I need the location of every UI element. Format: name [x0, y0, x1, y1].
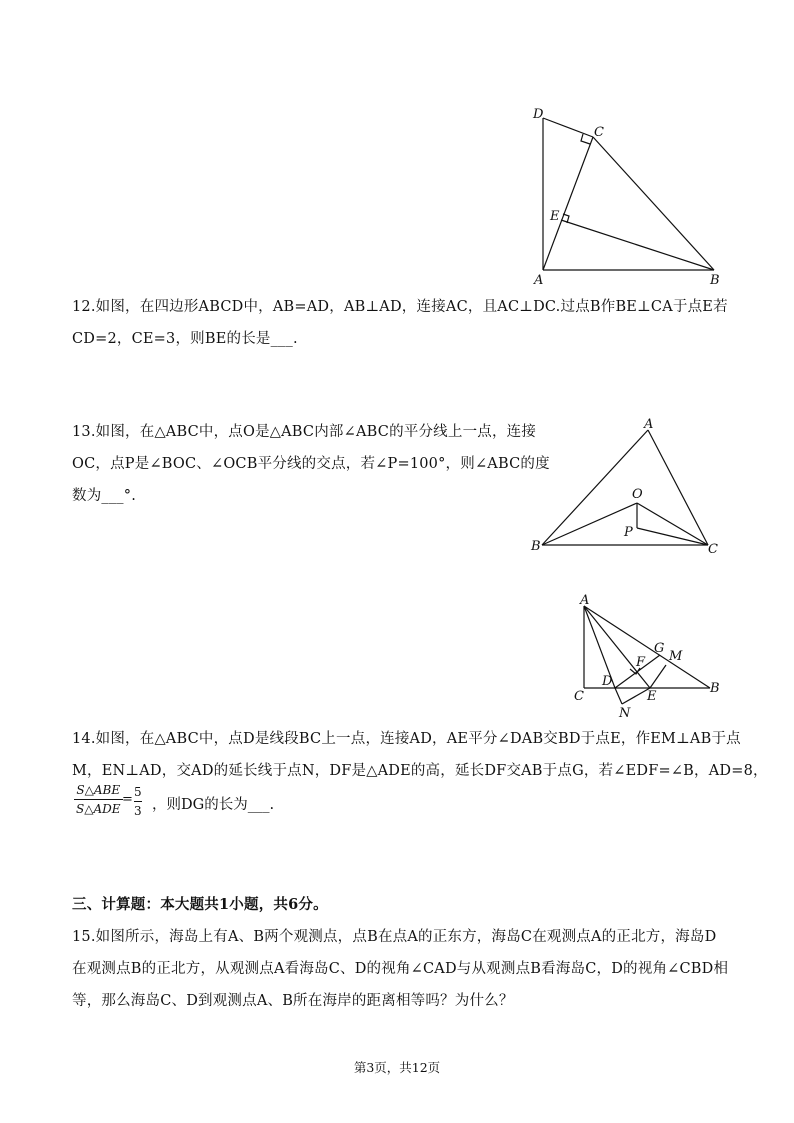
q14-label-B: B — [710, 681, 720, 696]
q14-text-line1: 14.如图，在△ABC中，点D是线段BC上一点，连接AD，AE平分∠DAB交BD于点E，作EM⊥AB于点 — [72, 731, 741, 747]
segment-PC — [637, 528, 708, 545]
q12-label-C: C — [594, 125, 604, 140]
q14-ratio-num: 5 — [134, 785, 142, 799]
q12-text-line2: CD=2，CE=3，则BE的长是___. — [72, 331, 298, 347]
q14-label-D: D — [602, 674, 613, 689]
segment-AE — [584, 606, 650, 688]
q13-text-line1: 13.如图，在△ABC中，点O是△ABC内部∠ABC的平分线上一点，连接 — [72, 424, 537, 440]
segment-EN — [622, 688, 650, 704]
q13-label-A: A — [644, 417, 654, 432]
segment-EM — [650, 665, 666, 688]
segment-DC — [543, 118, 593, 137]
q12-label-E: E — [550, 209, 560, 224]
q15-text-line2: 在观测点B的正北方，从观测点A看海岛C、D的视角∠CAD与从观测点B看海岛C，D的视角∠CBD相 — [72, 961, 729, 977]
segment-BO — [542, 503, 637, 545]
q14-figure — [570, 590, 730, 720]
q12-label-D: D — [533, 107, 544, 122]
page-footer: 第3页，共12页 — [353, 1060, 441, 1075]
q13-label-C: C — [708, 542, 718, 557]
q13-label-P: P — [624, 525, 633, 540]
q14-frac-numerator: S△ABE — [76, 783, 121, 797]
q12-label-A: A — [534, 273, 544, 288]
q14-label-G: G — [654, 641, 665, 656]
q12-text-line1: 12.如图，在四边形ABCD中，AB=AD，AB⊥AD，连接AC，且AC⊥DC.过点B作BE⊥CA于点E若 — [72, 299, 728, 315]
segment-DN — [615, 688, 622, 704]
q14-label-E: E — [647, 689, 657, 704]
q14-label-A: A — [580, 593, 590, 608]
q14-label-M: M — [669, 649, 683, 664]
q12-label-B: B — [710, 273, 720, 288]
q15-text-line3: 等，那么海岛C、D到观测点A、B所在海岸的距离相等吗？为什么？ — [72, 993, 514, 1009]
q14-area-ratio-fraction — [74, 783, 123, 816]
q14-frac-denominator: S△ADE — [76, 802, 121, 816]
section-heading: 三、计算题：本大题共1小题，共6分。 — [72, 896, 328, 913]
q15-text-line1: 15.如图所示，海岛上有A、B两个观测点，点B在点A的正东方，海岛C在观测点A的正北方，海岛D — [72, 929, 717, 945]
q14-frac-equals: = — [122, 792, 133, 807]
q14-label-F: F — [636, 655, 646, 670]
segment-AC — [543, 137, 593, 270]
q14-text-line3: ，则DG的长为___. — [152, 797, 275, 813]
q13-label-O: O — [632, 487, 643, 502]
q14-ratio-den: 3 — [134, 804, 142, 818]
q14-label-N: N — [619, 706, 631, 720]
q13-text-line3: 数为___°. — [72, 488, 137, 504]
q13-figure — [525, 412, 730, 558]
q14-ratio-value — [134, 785, 142, 818]
q12-figure — [520, 100, 740, 292]
q13-text-line2: OC，点P是∠BOC、∠OCB平分线的交点，若∠P=100°，则∠ABC的度 — [72, 456, 550, 472]
q14-text-line2: M，EN⊥AD，交AD的延长线于点N，DF是△ADE的高，延长DF交AB于点G，若∠EDF=∠B，AD=8， — [72, 763, 768, 779]
q13-label-B: B — [531, 539, 541, 554]
q14-label-C: C — [574, 689, 584, 704]
